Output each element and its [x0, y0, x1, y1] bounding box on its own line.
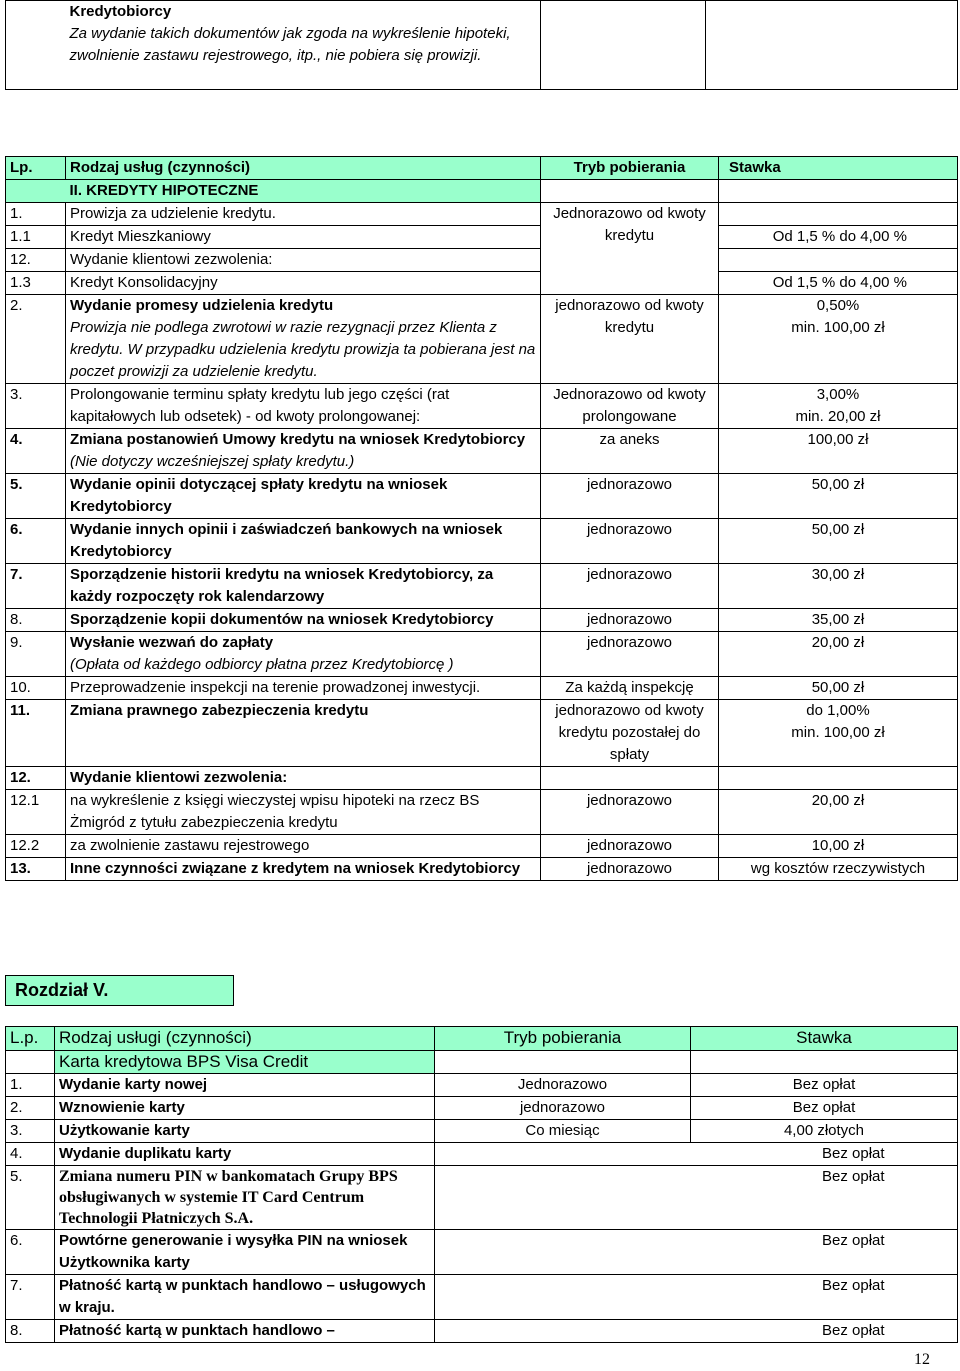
mode: Jednorazowo od kwoty prolongowane: [541, 384, 719, 429]
rate: Od 1,5 % do 4,00 %: [719, 272, 958, 295]
service-name: Wznowienie karty: [55, 1097, 435, 1120]
rate: 50,00 zł: [719, 474, 958, 519]
lp: 12.: [6, 767, 66, 790]
service-name: Przeprowadzenie inspekcji na terenie prowadzonej inwestycji.: [66, 677, 541, 700]
mode: Jednorazowo od kwoty kredytu: [541, 203, 719, 295]
lp: 11.: [6, 700, 66, 767]
service-name: Kredyt Konsolidacyjny: [66, 272, 541, 295]
lp: 5.: [6, 1166, 55, 1230]
mode: jednorazowo: [541, 564, 719, 609]
table-header-row: [6, 157, 958, 180]
service-name: Wysłanie wezwań do zapłaty: [70, 634, 274, 651]
table-row: [6, 384, 958, 429]
rate: 20,00 zł: [719, 632, 958, 677]
lp: 1.: [6, 1074, 55, 1097]
service-name: Wydanie klientowi zezwolenia:: [66, 249, 541, 272]
table-row: [6, 1120, 958, 1143]
lp: 2.: [6, 1097, 55, 1120]
service-name: Płatność kartą w punktach handlowo – usługowych w kraju.: [55, 1275, 435, 1320]
service-name: Wydanie opinii dotyczącej spłaty kredytu na wniosek Kredytobiorcy: [66, 474, 541, 519]
rate-cell: [719, 384, 958, 429]
mode: jednorazowo: [541, 835, 719, 858]
table-row: [6, 790, 958, 835]
header-lp: L.p.: [6, 1027, 55, 1051]
lp: 7.: [6, 1275, 55, 1320]
lp: 4.: [6, 1143, 55, 1166]
service-note: Prowizja nie podlega zwrotowi w razie rezygnacji przez Klienta z kredytu. W przypadku udzielenia kredytu prowizja ta pobierana jest na poczet prowizji za udzielenie kredytu.: [70, 319, 536, 380]
table-row: [6, 1230, 958, 1275]
service-name: Wydanie duplikatu karty: [55, 1143, 435, 1166]
header-rate: Stawka: [691, 1027, 958, 1051]
lp: 1.3: [6, 272, 66, 295]
lp: 1.: [6, 203, 66, 226]
fee-table-mortgage: [5, 156, 958, 881]
lp: 7.: [6, 564, 66, 609]
lp: 12.1: [6, 790, 66, 835]
service-name: Wydanie klientowi zezwolenia:: [66, 767, 541, 790]
table-row: [6, 474, 958, 519]
lp: 3.: [6, 1120, 55, 1143]
section-title: II. KREDYTY HIPOTECZNE: [66, 180, 541, 203]
mode: jednorazowo od kwoty kredytu: [541, 295, 719, 384]
table-row: [6, 1143, 958, 1166]
service-name: Wydanie karty nowej: [55, 1074, 435, 1097]
header-lp: Lp.: [6, 157, 66, 180]
table-row: [6, 677, 958, 700]
lp: 12.: [6, 249, 66, 272]
table-row: [6, 429, 958, 474]
lp: 6.: [6, 1230, 55, 1275]
service-name: na wykreślenie z księgi wieczystej wpisu hipoteki na rzecz BS Żmigród z tytułu zabezpieczenia kredytu: [66, 790, 541, 835]
table-row: [6, 767, 958, 790]
lp: 10.: [6, 677, 66, 700]
rate-min: min. 100,00 zł: [791, 319, 885, 336]
service-cell: [66, 295, 541, 384]
service-name: Sporządzenie kopii dokumentów na wniosek Kredytobiorcy: [66, 609, 541, 632]
section-heading: Rozdział V.: [5, 975, 234, 1006]
table-header-row: [6, 1027, 958, 1051]
mode: jednorazowo: [541, 858, 719, 881]
table-row: [6, 1074, 958, 1097]
service-note: (Opłata od każdego odbiorcy płatna przez Kredytobiorcę ): [70, 656, 454, 673]
lp: 1.1: [6, 226, 66, 249]
header-mode: Tryb pobierania: [435, 1027, 691, 1051]
service-name: Wydanie promesy udzielenia kredytu: [70, 297, 334, 314]
rate: do 1,00%: [806, 702, 870, 719]
header-service: Rodzaj usług (czynności): [66, 157, 541, 180]
service-name: Zmiana numeru PIN w bankomatach Grupy BPS obsługiwanych w systemie IT Card Centrum Technologii Płatniczych S.A.: [55, 1166, 435, 1230]
rate: Od 1,5 % do 4,00 %: [719, 226, 958, 249]
table-row: [6, 519, 958, 564]
table-row: [6, 1320, 958, 1343]
lp: 5.: [6, 474, 66, 519]
lp: 6.: [6, 519, 66, 564]
header-mode: Tryb pobierania: [541, 157, 719, 180]
service-name: Inne czynności związane z kredytem na wniosek Kredytobiorcy: [66, 858, 541, 881]
mode: Co miesiąc: [435, 1120, 691, 1143]
table-row: [6, 1166, 958, 1230]
rate: Bez opłat: [435, 1275, 958, 1320]
service-cell: [66, 429, 541, 474]
rate: Bez opłat: [435, 1166, 958, 1230]
rate: 10,00 zł: [719, 835, 958, 858]
lp: 9.: [6, 632, 66, 677]
fee-table-card: [5, 1026, 958, 1343]
mode: Jednorazowo: [435, 1074, 691, 1097]
rate-min: min. 20,00 zł: [795, 408, 881, 425]
header-rate: Stawka: [719, 157, 958, 180]
rate: 50,00 zł: [719, 677, 958, 700]
service-note: (Nie dotyczy wcześniejszej spłaty kredytu.): [70, 453, 355, 470]
service-name: Kredyt Mieszkaniowy: [66, 226, 541, 249]
rate: 20,00 zł: [719, 790, 958, 835]
rate-cell: [719, 295, 958, 384]
table-row: [6, 700, 958, 767]
service-name: Prowizja za udzielenie kredytu.: [66, 203, 541, 226]
page-number: 12: [914, 1351, 930, 1368]
lp: 8.: [6, 609, 66, 632]
service-name: Prolongowanie terminu spłaty kredytu lub jego części (rat kapitałowych lub odsetek) - od kwoty prolongowanej:: [66, 384, 541, 429]
rate: Bez opłat: [691, 1097, 958, 1120]
rate: 4,00 złotych: [691, 1120, 958, 1143]
rate: Bez opłat: [435, 1230, 958, 1275]
top-note-cell: [66, 1, 541, 90]
card-name: Karta kredytowa BPS Visa Credit: [55, 1051, 435, 1074]
rate: Bez opłat: [691, 1074, 958, 1097]
mode: Za każdą inspekcję: [541, 677, 719, 700]
service-cell: [66, 632, 541, 677]
table-row: [6, 609, 958, 632]
table-row: [6, 1097, 958, 1120]
mode: jednorazowo: [541, 519, 719, 564]
lp: 13.: [6, 858, 66, 881]
service-name: za zwolnienie zastawu rejestrowego: [66, 835, 541, 858]
service-name: Wydanie innych opinii i zaświadczeń bankowych na wniosek Kredytobiorcy: [66, 519, 541, 564]
mode: jednorazowo: [541, 632, 719, 677]
rate: 30,00 zł: [719, 564, 958, 609]
table-row: [6, 226, 958, 249]
table-row: [6, 295, 958, 384]
table-row: [6, 1275, 958, 1320]
service-name: Płatność kartą w punktach handlowo –: [55, 1320, 435, 1343]
rate-min: min. 100,00 zł: [791, 724, 885, 741]
rate: [719, 249, 958, 272]
table-row: [6, 272, 958, 295]
table-row: [6, 858, 958, 881]
mode: jednorazowo: [541, 474, 719, 519]
rate: 3,00%: [816, 386, 860, 403]
mode: jednorazowo: [541, 790, 719, 835]
mode: za aneks: [541, 429, 719, 474]
rate: wg kosztów rzeczywistych: [719, 858, 958, 881]
service-name: Sporządzenie historii kredytu na wniosek Kredytobiorcy, za każdy rozpoczęty rok kalendarzowy: [66, 564, 541, 609]
rate: 50,00 zł: [719, 519, 958, 564]
rate: 35,00 zł: [719, 609, 958, 632]
header-service: Rodzaj usługi (czynności): [55, 1027, 435, 1051]
mode: jednorazowo: [541, 609, 719, 632]
mode: jednorazowo od kwoty kredytu pozostałej do spłaty: [541, 700, 719, 767]
service-name: Powtórne generowanie i wysyłka PIN na wniosek Użytkownika karty: [55, 1230, 435, 1275]
mode: jednorazowo: [435, 1097, 691, 1120]
lp: 3.: [6, 384, 66, 429]
top-note-title: Kredytobiorcy: [69, 3, 172, 20]
section-row: [6, 180, 958, 203]
table-row: [6, 564, 958, 609]
top-note-text: Za wydanie takich dokumentów jak zgoda na wykreślenie hipoteki, zwolnienie zastawu rejestrowego, itp., nie pobiera się prowizji.: [69, 25, 511, 64]
rate: 100,00 zł: [719, 429, 958, 474]
table-row: [6, 249, 958, 272]
subhead-row: [6, 1051, 958, 1074]
rate: 0,50%: [816, 297, 860, 314]
lp: 12.2: [6, 835, 66, 858]
table-row: [6, 203, 958, 226]
service-name: Użytkowanie karty: [55, 1120, 435, 1143]
service-name: Zmiana postanowień Umowy kredytu na wniosek Kredytobiorcy: [70, 431, 526, 448]
lp: 4.: [6, 429, 66, 474]
lp: 8.: [6, 1320, 55, 1343]
service-name: Zmiana prawnego zabezpieczenia kredytu: [66, 700, 541, 767]
lp: 2.: [6, 295, 66, 384]
table-row: [6, 835, 958, 858]
rate-cell: [719, 700, 958, 767]
rate: Bez opłat: [435, 1143, 958, 1166]
rate: Bez opłat: [435, 1320, 958, 1343]
table-row: [6, 632, 958, 677]
top-note-table: [5, 0, 958, 90]
